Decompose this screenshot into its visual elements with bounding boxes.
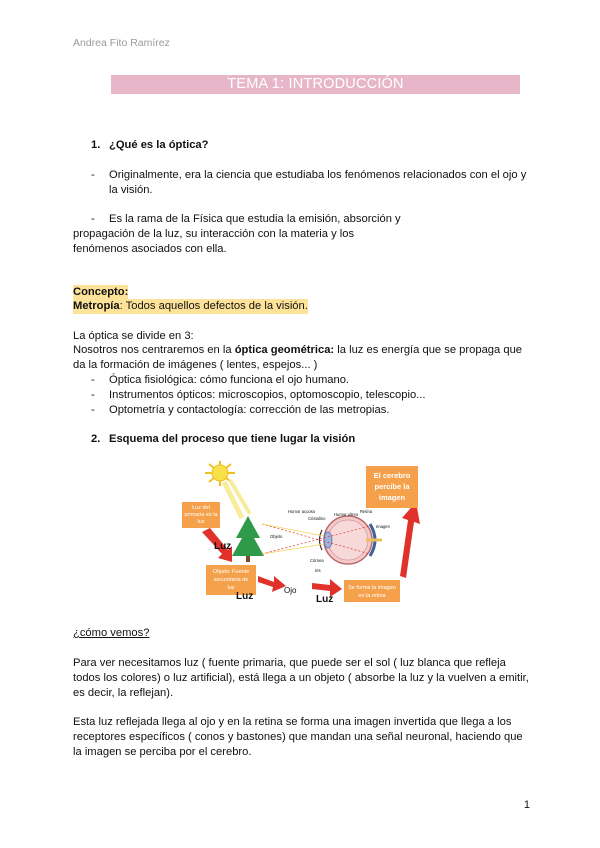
label-imagen: Imagen bbox=[376, 524, 390, 529]
section-1-number: 1. bbox=[91, 139, 101, 151]
concept-definition-text: : Todos aquellos defectos de la visión. bbox=[119, 300, 308, 312]
division-item: Optometría y contactología: corrección de las metropias. bbox=[109, 404, 390, 416]
division-item: Óptica fisiológica: cómo funciona el ojo humano. bbox=[109, 374, 350, 386]
division-item: Instrumentos ópticos: microscopios, optomoscopio, telescopio... bbox=[109, 389, 426, 401]
vision-process-diagram bbox=[170, 458, 430, 608]
focus-text-pre: Nosotros nos centraremos en la bbox=[73, 344, 235, 356]
section-1-bullet-1-line-1: Originalmente, era la ciencia que estudiaba los fenómenos relacionados con el ojo y bbox=[109, 169, 527, 181]
bullet-dash: - bbox=[91, 389, 95, 401]
page-number: 1 bbox=[523, 799, 530, 811]
light-source-box bbox=[182, 502, 220, 528]
label-humor-vitreo: Humor vítreo bbox=[334, 512, 359, 517]
label-humor-acuoso: Humor acuoso bbox=[288, 509, 316, 514]
how-we-see-p2-line-1: Esta luz reflejada llega al ojo y en la retina se forma una imagen invertida que llega a los bbox=[73, 716, 512, 728]
bullet-dash: - bbox=[91, 169, 95, 181]
section-2-heading: Esquema del proceso que tiene lugar la visión bbox=[109, 433, 356, 445]
concept-definition bbox=[73, 299, 308, 314]
brain-line-1: El cerebro bbox=[373, 471, 411, 480]
focus-text-bold: óptica geométrica: bbox=[234, 344, 335, 356]
brain-box bbox=[366, 466, 418, 508]
retina-box bbox=[344, 580, 400, 602]
arrow-up-icon bbox=[400, 502, 420, 578]
luz-label-2: Luz bbox=[236, 591, 254, 602]
ojo-label: Ojo bbox=[284, 586, 297, 595]
concept-term: Metropía bbox=[73, 300, 120, 312]
section-1-heading: ¿Qué es la óptica? bbox=[109, 139, 209, 151]
concept-label: Concepto: bbox=[73, 286, 129, 298]
how-we-see-p2-line-2: receptores específicos ( conos y bastones) que mandan una señal neuronal, haciendo que bbox=[73, 731, 523, 743]
eye-icon bbox=[320, 516, 383, 564]
how-we-see-heading: ¿cómo vemos? bbox=[73, 627, 150, 639]
brain-line-2: percibe la bbox=[374, 482, 410, 491]
bullet-dash: - bbox=[91, 213, 95, 225]
label-retina: Retina bbox=[360, 509, 373, 514]
section-1-bullet-2-line-2: propagación de la luz, su interacción con la materia y los bbox=[73, 228, 355, 240]
divisions-focus-line-1 bbox=[73, 343, 522, 358]
label-iris: Iris bbox=[315, 568, 321, 573]
brain-line-3: imagen bbox=[378, 493, 406, 502]
arrow-right-icon bbox=[258, 576, 286, 592]
light-source-line-1: Luz del bbox=[192, 505, 210, 511]
bullet-dash: - bbox=[91, 404, 95, 416]
light-source-line-2: primaria es la bbox=[184, 512, 218, 518]
how-we-see-p1-line-2: todos los colores) o luz artificial), está llega a un objeto ( absorbe la luz y la vuelven a emitir, bbox=[73, 672, 529, 684]
object-line-3: luz bbox=[227, 585, 235, 591]
label-cornea: Córnea bbox=[310, 558, 324, 563]
section-1-bullet-2-line-1: Es la rama de la Física que estudia la emisión, absorción y bbox=[109, 213, 401, 225]
how-we-see-p2-line-3: la imagen se perciba por el cerebro. bbox=[73, 746, 252, 758]
luz-label-3: Luz bbox=[316, 594, 334, 605]
focus-text-post: la luz es energía que se propaga que bbox=[334, 344, 523, 356]
page-title: TEMA 1: INTRODUCCIÓN bbox=[227, 76, 404, 92]
retina-line-2: en la retina bbox=[358, 593, 386, 599]
how-we-see-p1-line-3: es decir, la reflejan). bbox=[73, 687, 174, 699]
author-name: Andrea Fito Ramírez bbox=[73, 37, 170, 49]
light-source-line-3: luz bbox=[197, 519, 205, 525]
sunlight-beam bbox=[224, 480, 250, 518]
how-we-see-p1-line-1: Para ver necesitamos luz ( fuente primaria, que puede ser el sol ( luz blanca que refleja bbox=[73, 657, 506, 669]
object-line-2: secundaria de bbox=[213, 577, 249, 583]
label-cristalino: Cristalino bbox=[308, 516, 326, 521]
divisions-focus-line-2: da la formación de imágenes ( lentes, espejos... ) bbox=[73, 359, 318, 371]
divisions-intro: La óptica se divide en 3: bbox=[73, 330, 194, 342]
section-1-bullet-1-line-2: la visión. bbox=[109, 184, 153, 196]
label-objeto: Objeto bbox=[270, 534, 283, 539]
retina-line-1: Se forma la imagen bbox=[348, 585, 396, 591]
section-2-number: 2. bbox=[91, 433, 101, 445]
luz-label-1: Luz bbox=[214, 541, 232, 552]
section-1-bullet-2-line-3: fenómenos asociados con ella. bbox=[73, 243, 227, 255]
tree-icon bbox=[232, 516, 264, 562]
bullet-dash: - bbox=[91, 374, 95, 386]
object-line-1: Objeto: Fuente bbox=[212, 569, 250, 575]
